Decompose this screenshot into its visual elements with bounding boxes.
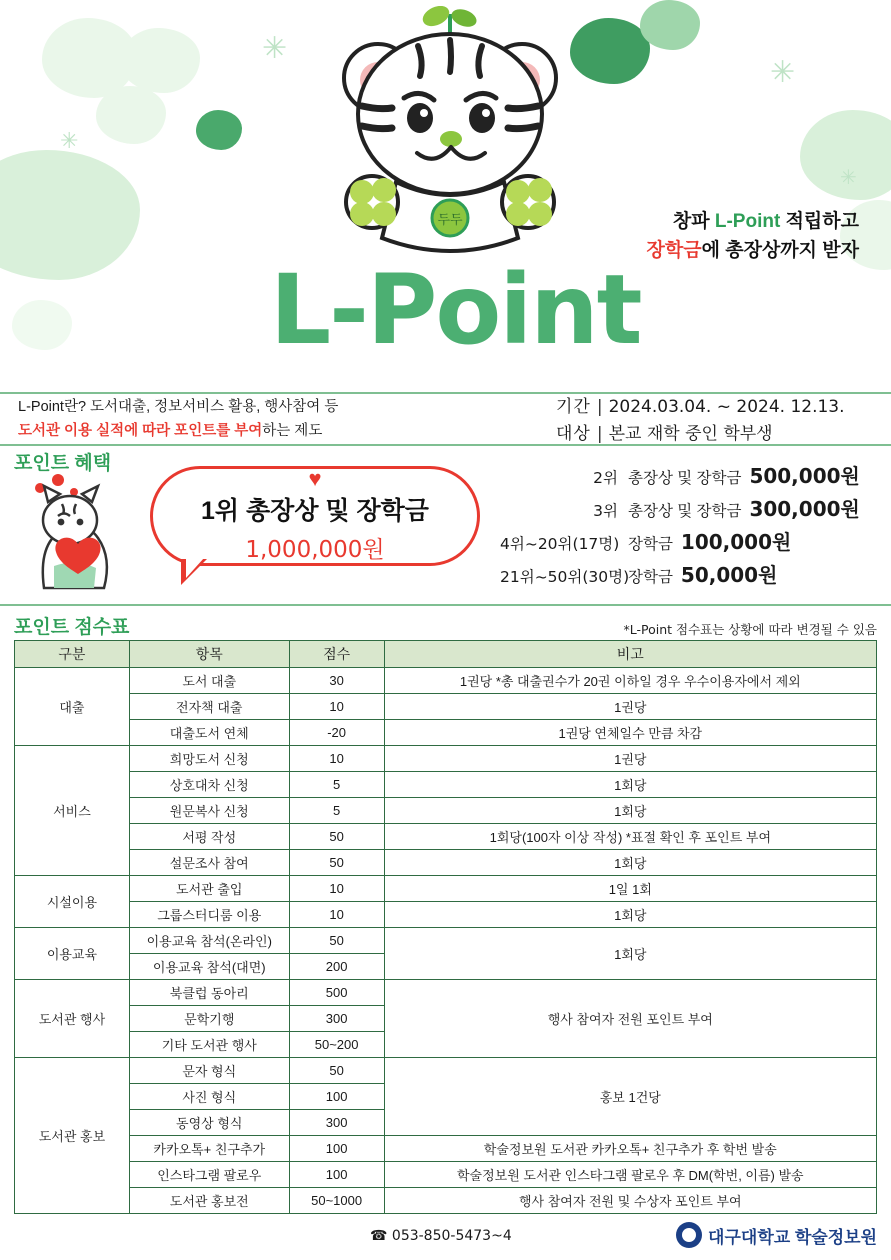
score-cell: 50 [289,850,384,876]
group-cell: 이용교육 [15,928,130,980]
note-cell: 1회당 [384,798,876,824]
group-cell: 서비스 [15,746,130,876]
note-cell: 행사 참여자 전원 및 수상자 포인트 부여 [384,1188,876,1214]
score-cell: 50 [289,824,384,850]
sparkle-icon: ✳ [770,56,796,89]
score-table [14,640,877,1214]
table-row [15,876,877,902]
note-cell: 1회당(100자 이상 작성) *표절 확인 후 포인트 부여 [384,824,876,850]
item-cell: 도서관 출입 [129,876,289,902]
prize-kind: 장학금 [628,569,673,586]
table-row [15,980,877,1006]
th-item: 항목 [129,641,289,668]
note-cell: 홍보 1건당 [384,1058,876,1136]
group-cell: 도서관 행사 [15,980,130,1058]
intro-tail: 하는 제도 [262,422,323,439]
score-section-title: 포인트 점수표 [14,617,130,638]
phone-icon: ☎ [370,1228,388,1244]
first-prize-label: 1위 총장상 및 장학금 [201,497,429,525]
item-cell: 서평 작성 [129,824,289,850]
table-row [15,1058,877,1084]
intro-meta [556,394,845,448]
score-cell: 5 [289,772,384,798]
score-cell: 100 [289,1162,384,1188]
prize-list [500,460,880,592]
score-cell: -20 [289,720,384,746]
footer [0,1222,891,1260]
intro-description [18,396,338,444]
item-cell: 원문복사 신청 [129,798,289,824]
note-cell: 학술정보원 도서관 인스타그램 팔로우 후 DM(학번, 이름) 발송 [384,1162,876,1188]
tiger-mascot [300,6,600,266]
score-cell: 300 [289,1110,384,1136]
item-cell: 동영상 형식 [129,1110,289,1136]
score-cell: 200 [289,954,384,980]
table-row [15,746,877,772]
table-row [15,720,877,746]
prize-row [500,526,880,559]
table-row [15,772,877,798]
note-cell: 1회당 [384,850,876,876]
score-cell: 50~200 [289,1032,384,1058]
item-cell: 문자 형식 [129,1058,289,1084]
phone-number: 053-850-5473~4 [391,1228,512,1244]
score-cell: 50~1000 [289,1188,384,1214]
item-cell: 그룹스터디룸 이용 [129,902,289,928]
note-cell: 1회당 [384,928,876,980]
prize-rank: 21위~50위(30명) [500,568,630,586]
logo-mark-icon [676,1222,702,1248]
item-cell: 대출도서 연체 [129,720,289,746]
period-label: 기간 [556,397,591,417]
svg-text:두두: 두두 [437,213,463,228]
table-row [15,798,877,824]
sparkle-icon: ✳ [262,32,288,65]
tagline-highlight: L-Point [714,211,781,232]
item-cell: 문학기행 [129,1006,289,1032]
note-cell: 1회당 [384,772,876,798]
prize-kind: 총장상 및 장학금 [628,470,742,487]
meta-divider: | [596,397,603,417]
note-cell: 1권당 [384,694,876,720]
item-cell: 기타 도서관 행사 [129,1032,289,1058]
table-row [15,1162,877,1188]
note-cell: 1일 1회 [384,876,876,902]
intro-line-2 [18,420,338,444]
contact-phone [370,1228,512,1244]
score-cell: 50 [289,1058,384,1084]
prize-rank: 2위 [593,469,618,487]
decor-blob [196,110,242,150]
period-value: 2024.03.04. ~ 2024. 12.13. [608,397,845,417]
score-cell: 100 [289,1136,384,1162]
prize-row [500,460,880,493]
meta-divider: | [596,424,603,445]
item-cell: 북클럽 동아리 [129,980,289,1006]
prize-amount: 300,000원 [749,497,860,521]
score-cell: 30 [289,668,384,694]
intro-line-1: L-Point란? 도서대출, 정보서비스 활용, 행사참여 등 [18,399,339,415]
prize-kind: 총장상 및 장학금 [628,503,742,520]
prize-row [500,493,880,526]
page-title: L-Point [270,254,641,366]
score-cell: 10 [289,694,384,720]
period-row [556,394,845,421]
tagline-line-1 [647,208,859,237]
divider-bottom [0,604,891,606]
tagline-text: 창파 [672,211,715,232]
intro-band [0,392,891,448]
table-row [15,694,877,720]
note-cell: 1권당 *총 대출권수가 20권 이하일 경우 우수이용자에서 제외 [384,668,876,694]
item-cell: 카카오톡+ 친구추가 [129,1136,289,1162]
item-cell: 도서 대출 [129,668,289,694]
organization-logo [676,1222,877,1248]
decor-blob [12,300,72,350]
group-cell: 대출 [15,668,130,746]
item-cell: 이용교육 참석(온라인) [129,928,289,954]
prize-amount: 50,000원 [680,563,778,587]
item-cell: 도서관 홍보전 [129,1188,289,1214]
note-cell: 행사 참여자 전원 포인트 부여 [384,980,876,1058]
prize-amount: 100,000원 [680,530,792,554]
score-cell: 10 [289,902,384,928]
group-cell: 도서관 홍보 [15,1058,130,1214]
note-cell: 1권당 연체일수 만큼 차감 [384,720,876,746]
heart-icon: ♥ [308,466,322,491]
score-cell: 500 [289,980,384,1006]
th-note: 비고 [384,641,876,668]
score-cell: 300 [289,1006,384,1032]
cat-mascot-icon [14,470,134,590]
prize-amount: 500,000원 [749,464,860,488]
sparkle-icon: ✳ [60,128,79,153]
item-cell: 사진 형식 [129,1084,289,1110]
score-table-note: *L-Point 점수표는 상황에 따라 변경될 수 있음 [623,622,877,637]
prize-rank: 3위 [593,502,618,520]
prize-rank: 4위~20위(17명) [500,535,620,553]
tagline-line-2 [647,237,859,266]
first-prize-bubble [150,466,480,566]
prize-kind: 장학금 [628,536,673,553]
sparkle-icon: ✳ [840,167,857,189]
note-cell: 1회당 [384,902,876,928]
table-row [15,1188,877,1214]
decor-blob [640,0,700,50]
item-cell: 이용교육 참석(대면) [129,954,289,980]
th-score: 점수 [289,641,384,668]
table-row [15,668,877,694]
item-cell: 희망도서 신청 [129,746,289,772]
first-prize-amount: 1,000,000원 [245,537,385,563]
group-cell: 시설이용 [15,876,130,928]
score-cell: 50 [289,928,384,954]
decor-blob [0,150,140,280]
tagline-text: 에 총장상까지 받자 [701,239,859,261]
tagline-highlight: 장학금 [646,239,702,261]
note-cell: 학술정보원 도서관 카카오톡+ 친구추가 후 학번 발송 [384,1136,876,1162]
item-cell: 설문조사 참여 [129,850,289,876]
item-cell: 전자책 대출 [129,694,289,720]
item-cell: 상호대차 신청 [129,772,289,798]
organization-name: 대구대학교 학술정보원 [708,1227,877,1247]
th-group: 구분 [15,641,130,668]
tagline-text: 적립하고 [780,211,859,232]
table-header-row [15,641,877,668]
benefits-section-title: 포인트 혜택 [14,453,112,474]
table-row [15,824,877,850]
score-cell: 10 [289,746,384,772]
hero-banner [0,0,891,400]
decor-blob [120,28,200,93]
note-cell: 1권당 [384,746,876,772]
target-label: 대상 [556,424,591,445]
table-row [15,850,877,876]
table-row [15,902,877,928]
score-cell: 100 [289,1084,384,1110]
score-cell: 5 [289,798,384,824]
table-row [15,1136,877,1162]
decor-blob [96,86,166,144]
prize-row [500,559,880,592]
hero-tagline [647,208,859,265]
target-row [556,421,845,448]
item-cell: 인스타그램 팔로우 [129,1162,289,1188]
table-row [15,928,877,954]
target-value: 본교 재학 중인 학부생 [608,424,773,445]
intro-accent: 도서관 이용 실적에 따라 포인트를 부여 [18,422,263,439]
score-cell: 10 [289,876,384,902]
